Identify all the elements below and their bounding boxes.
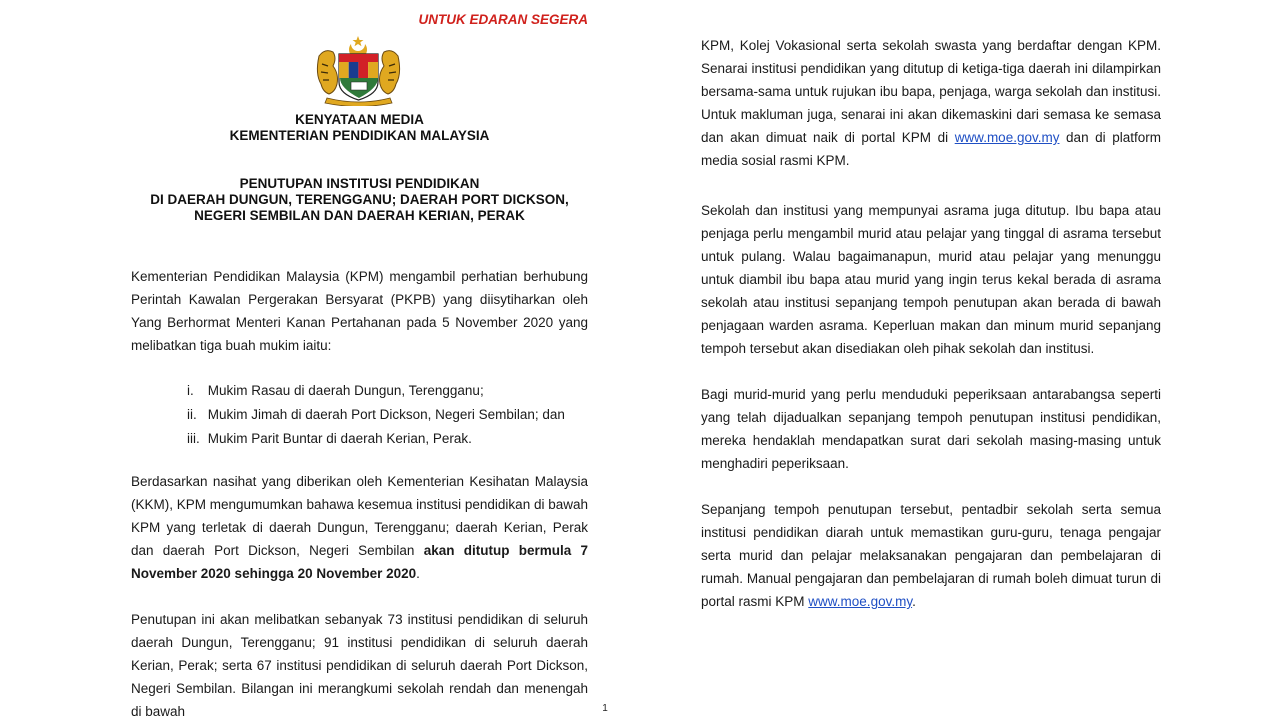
list-item [187,403,587,427]
right-paragraph-3: Bagi murid-murid yang perlu menduduki peperiksaan antarabangsa seperti yang telah dijadualkan sepanjang tempoh penutupan institusi pendidikan, mereka hendaklah mendapatkan surat dari sekolah masing-masing untuk menghadiri peperiksaan. [701,387,1161,471]
list-item-number: iii. [187,431,200,446]
coat-of-arms-icon [311,34,406,106]
paragraph-text: KPM, Kolej Vokasional serta sekolah swasta yang berdaftar dengan KPM. Senarai institusi pendidikan yang ditutup di ketiga-tiga daerah ini dilampirkan bersama-sama untuk rujukan ibu bapa, penjaga, warga sekolah dan institusi. Untuk makluman juga, senarai ini akan dikemaskini dari semasa ke semasa dan akan dimuat naik di portal KPM di [701,38,1161,145]
paragraph-text-end: . [912,594,916,609]
right-paragraph-1 [701,34,1161,172]
list-item [187,427,587,451]
list-item-text: Mukim Parit Buntar di daerah Kerian, Perak. [207,431,472,446]
left-paragraph-3: Penutupan ini akan melibatkan sebanyak 73 institusi pendidikan di seluruh daerah Dungun, Terengganu; 91 institusi pendidikan di seluruh daerah Kerian, Perak; serta 67 institusi pendidikan di seluruh daerah Port Dickson, Negeri Sembilan. Bilangan ini merangkumi sekolah rendah dan menengah di bawah [131,612,588,719]
title-line-1: PENUTUPAN INSTITUSI PENDIDIKAN [239,176,480,191]
paragraph-text: Sepanjang tempoh penutupan tersebut, pentadbir sekolah serta semua institusi pendidikan diarah untuk memastikan guru-guru, tenaga pengajar serta murid dan pelajar melaksanakan pengajaran dan pembelajaran di rumah. Manual pengajaran dan pembelajaran di rumah boleh dimuat turun di portal rasmi KPM [701,502,1161,609]
list-item-number: ii. [187,407,197,422]
title-line-2: DI DAERAH DUNGUN, TERENGGANU; DAERAH PORT DICKSON, [150,192,569,207]
list-item [187,379,587,403]
moe-portal-link[interactable]: www.moe.gov.my [954,130,1060,145]
page-number: 1 [602,703,608,714]
list-item-number: i. [187,383,194,398]
title-line-3: NEGERI SEMBILAN DAN DAERAH KERIAN, PERAK [194,208,525,223]
paragraph-text-end: . [416,566,420,581]
heading-line-2: KEMENTERIAN PENDIDIKAN MALAYSIA [229,128,490,143]
right-paragraph-2: Sekolah dan institusi yang mempunyai asrama juga ditutup. Ibu bapa atau penjaga perlu mengambil murid atau pelajar yang tinggal di asrama tersebut untuk pulang. Walau bagaimanapun, murid atau pelajar yang menunggu untuk diambil ibu bapa atau murid yang ingin terus kekal berada di asrama sekolah atau institusi sepanjang tempoh penutupan akan berada di bawah penjagaan warden asrama. Keperluan makan dan minum murid sepanjang tempoh tersebut akan disediakan oleh pihak sekolah dan institusi. [701,203,1161,356]
statement-title [131,176,588,224]
paragraph-text-end: dan di platform media sosial rasmi KPM. [701,130,1161,168]
media-statement-heading [131,112,588,144]
mukim-list [187,379,587,451]
paragraph-text: Berdasarkan nasihat yang diberikan oleh Kementerian Kesihatan Malaysia (KKM), KPM mengumumkan bahawa kesemua institusi pendidikan di bawah KPM yang terletak di daerah Dungun, Terengganu; daerah Kerian, Perak dan daerah Port Dickson, Negeri Sembilan [131,474,588,558]
release-tag: UNTUK EDARAN SEGERA [418,12,588,27]
list-item-text: Mukim Jimah di daerah Port Dickson, Negeri Sembilan; dan [207,407,565,422]
heading-line-1: KENYATAAN MEDIA [295,112,424,127]
moe-portal-link-2[interactable]: www.moe.gov.my [808,594,913,609]
list-item-text: Mukim Rasau di daerah Dungun, Terengganu; [207,383,484,398]
left-paragraph-2 [131,470,588,585]
closure-dates-bold: akan ditutup bermula 7 November 2020 sehingga 20 November 2020 [131,543,588,581]
right-paragraph-4 [701,498,1161,613]
left-paragraph-1: Kementerian Pendidikan Malaysia (KPM) mengambil perhatian berhubung Perintah Kawalan Pergerakan Bersyarat (PKPB) yang diisytiharkan oleh Yang Berhormat Menteri Kanan Pertahanan pada 5 November 2020 yang melibatkan tiga buah mukim iaitu: [131,269,588,353]
